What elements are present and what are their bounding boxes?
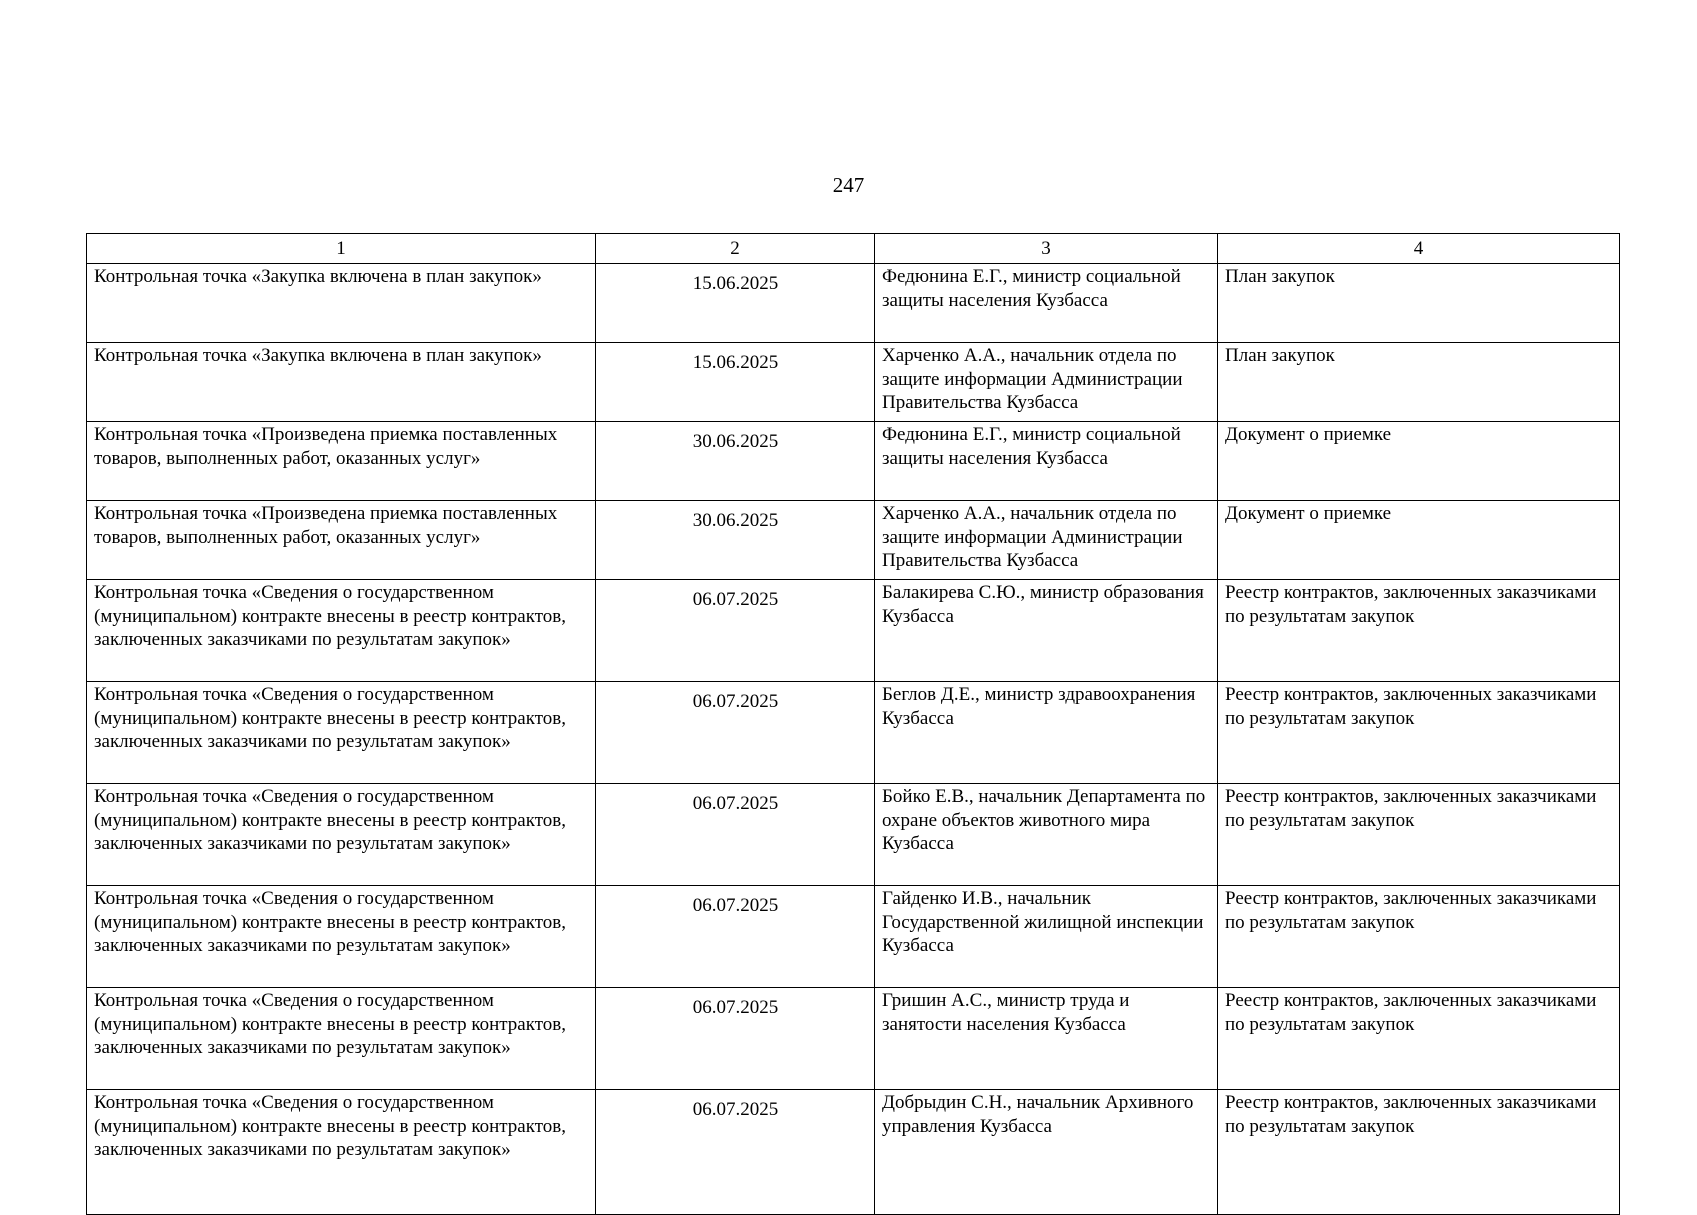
document-cell: Документ о приемке	[1218, 501, 1620, 580]
control-point-cell: Контрольная точка «Сведения о государственном (муниципальном) контракте внесены в реестр контрактов, заключенных заказчиками по результатам закупок»	[87, 1090, 596, 1215]
table-row	[87, 264, 1620, 343]
control-point-cell: Контрольная точка «Сведения о государственном (муниципальном) контракте внесены в реестр контрактов, заключенных заказчиками по результатам закупок»	[87, 682, 596, 784]
document-cell: Реестр контрактов, заключенных заказчиками по результатам закупок	[1218, 784, 1620, 886]
responsible-cell: Харченко А.А., начальник отдела по защите информации Администрации Правительства Кузбасса	[875, 343, 1218, 422]
column-header: 4	[1218, 234, 1620, 264]
control-point-cell: Контрольная точка «Произведена приемка поставленных товаров, выполненных работ, оказанных услуг»	[87, 501, 596, 580]
table-row	[87, 501, 1620, 580]
control-point-cell: Контрольная точка «Закупка включена в план закупок»	[87, 264, 596, 343]
table-row	[87, 343, 1620, 422]
document-cell: Реестр контрактов, заключенных заказчиками по результатам закупок	[1218, 682, 1620, 784]
document-cell: План закупок	[1218, 264, 1620, 343]
control-point-cell: Контрольная точка «Сведения о государственном (муниципальном) контракте внесены в реестр контрактов, заключенных заказчиками по результатам закупок»	[87, 580, 596, 682]
date-cell: 30.06.2025	[596, 422, 875, 501]
date-cell: 06.07.2025	[596, 682, 875, 784]
date-cell: 06.07.2025	[596, 784, 875, 886]
column-header: 3	[875, 234, 1218, 264]
document-cell: Реестр контрактов, заключенных заказчиками по результатам закупок	[1218, 886, 1620, 988]
page-number: 247	[832, 173, 865, 197]
responsible-cell: Балакирева С.Ю., министр образования Кузбасса	[875, 580, 1218, 682]
control-points-table	[86, 233, 1620, 1215]
date-cell: 06.07.2025	[596, 988, 875, 1090]
document-cell: Реестр контрактов, заключенных заказчиками по результатам закупок	[1218, 988, 1620, 1090]
column-header: 1	[87, 234, 596, 264]
date-cell: 30.06.2025	[596, 501, 875, 580]
table-row	[87, 886, 1620, 988]
responsible-cell: Гришин А.С., министр труда и занятости населения Кузбасса	[875, 988, 1218, 1090]
date-cell: 15.06.2025	[596, 343, 875, 422]
document-cell: Реестр контрактов, заключенных заказчиками по результатам закупок	[1218, 580, 1620, 682]
table-row	[87, 784, 1620, 886]
control-point-cell: Контрольная точка «Сведения о государственном (муниципальном) контракте внесены в реестр контрактов, заключенных заказчиками по результатам закупок»	[87, 988, 596, 1090]
responsible-cell: Беглов Д.Е., министр здравоохранения Кузбасса	[875, 682, 1218, 784]
document-cell: План закупок	[1218, 343, 1620, 422]
control-point-cell: Контрольная точка «Сведения о государственном (муниципальном) контракте внесены в реестр контрактов, заключенных заказчиками по результатам закупок»	[87, 886, 596, 988]
responsible-cell: Федюнина Е.Г., министр социальной защиты населения Кузбасса	[875, 264, 1218, 343]
date-cell: 06.07.2025	[596, 580, 875, 682]
control-point-cell: Контрольная точка «Сведения о государственном (муниципальном) контракте внесены в реестр контрактов, заключенных заказчиками по результатам закупок»	[87, 784, 596, 886]
responsible-cell: Харченко А.А., начальник отдела по защите информации Администрации Правительства Кузбасса	[875, 501, 1218, 580]
date-cell: 06.07.2025	[596, 886, 875, 988]
document-cell: Документ о приемке	[1218, 422, 1620, 501]
table-row	[87, 1090, 1620, 1215]
responsible-cell: Федюнина Е.Г., министр социальной защиты населения Кузбасса	[875, 422, 1218, 501]
responsible-cell: Гайденко И.В., начальник Государственной жилищной инспекции Кузбасса	[875, 886, 1218, 988]
document-cell: Реестр контрактов, заключенных заказчиками по результатам закупок	[1218, 1090, 1620, 1215]
column-header: 2	[596, 234, 875, 264]
control-point-cell: Контрольная точка «Произведена приемка поставленных товаров, выполненных работ, оказанных услуг»	[87, 422, 596, 501]
responsible-cell: Добрыдин С.Н., начальник Архивного управления Кузбасса	[875, 1090, 1218, 1215]
control-point-cell: Контрольная точка «Закупка включена в план закупок»	[87, 343, 596, 422]
table-row	[87, 682, 1620, 784]
table-row	[87, 422, 1620, 501]
table-header-row	[87, 234, 1620, 264]
date-cell: 06.07.2025	[596, 1090, 875, 1215]
table-row	[87, 988, 1620, 1090]
responsible-cell: Бойко Е.В., начальник Департамента по охране объектов животного мира Кузбасса	[875, 784, 1218, 886]
table-row	[87, 580, 1620, 682]
date-cell: 15.06.2025	[596, 264, 875, 343]
